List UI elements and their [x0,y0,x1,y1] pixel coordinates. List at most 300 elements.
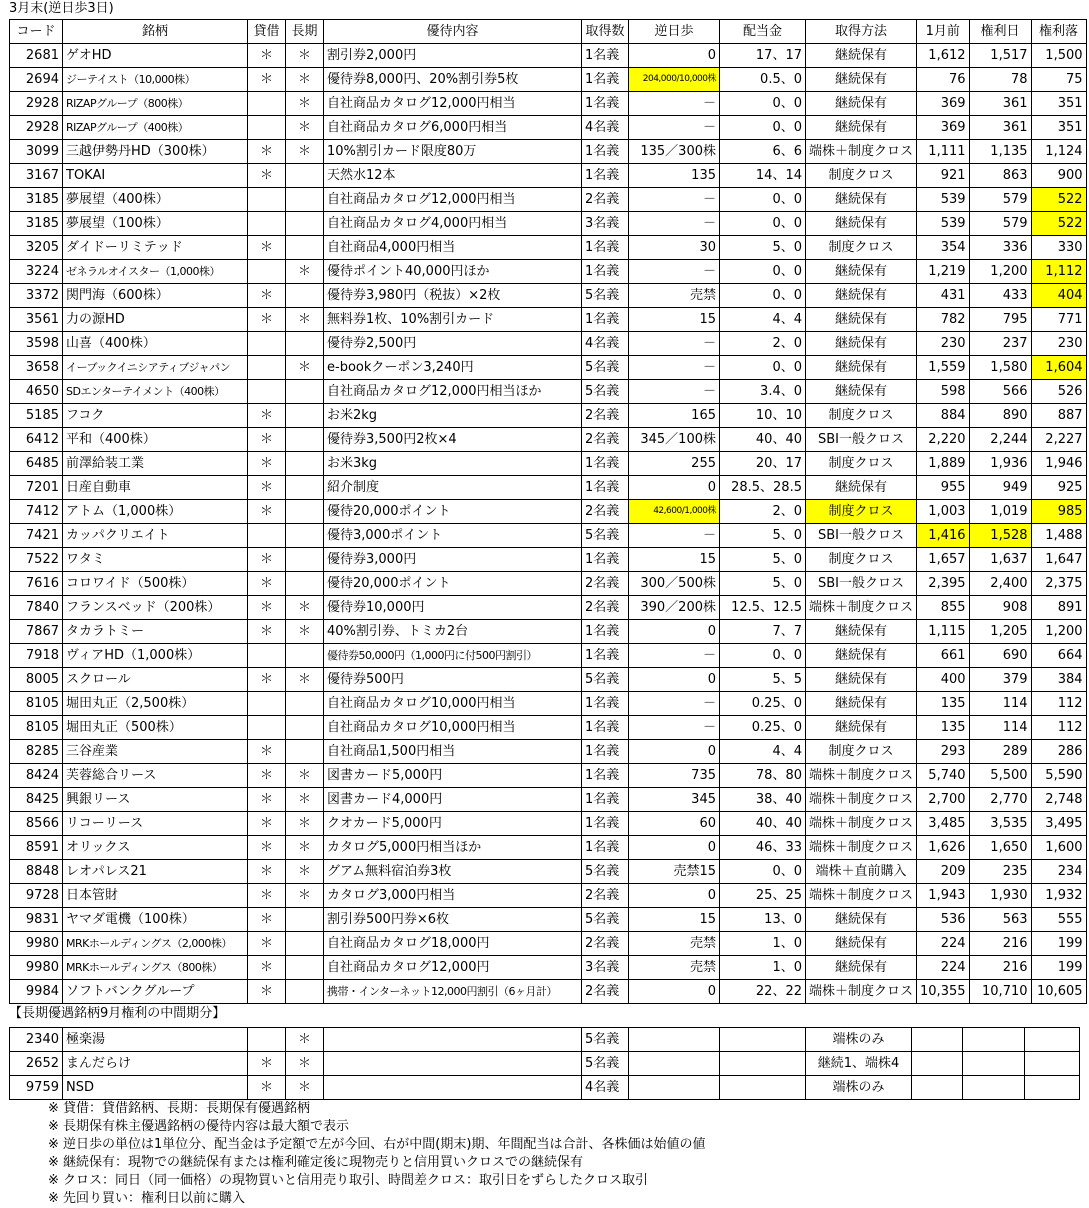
cell-benefit: お米2kg [324,404,582,428]
notes [48,1100,705,1208]
cell-price-record: 10,710 [969,980,1031,1004]
cell-price-ex: 1,600 [1031,836,1086,860]
cell-price-ex: 230 [1031,332,1086,356]
cell-lots: 1名義 [582,68,629,92]
note-line: ※ クロス：同日（同一価格）の現物買いと信用売り取引、時間差クロス：取引日をずらしたクロス取引 [48,1173,649,1188]
cell-lots: 5名義 [582,356,629,380]
cell-benefit: 自社商品カタログ10,000円相当 [324,692,582,716]
cell-method: 継続保有 [806,668,917,692]
cell-lots: 5名義 [582,908,629,932]
cell-price-record: 949 [969,476,1031,500]
cell-longterm: ＊ [286,620,324,644]
cell-margin [248,260,286,284]
cell-margin: ＊ [248,1076,286,1100]
note-line: ※ 逆日歩の単位は1単位分、配当金は予定額で左が今回、右が中間(期末)期、年間配当は合計、各株価は始値の値 [48,1137,706,1152]
table-row [10,884,1087,908]
table-row [10,188,1087,212]
cell-longterm [286,980,324,1004]
header-method: 取得方法 [806,20,917,44]
cell-code: 7412 [10,500,63,524]
cell-reverse-fee: － [629,524,720,548]
cell-longterm: ＊ [286,812,324,836]
cell-method: 端株のみ [806,1028,912,1052]
cell-lots: 2名義 [582,980,629,1004]
cell-price-ex: 5,590 [1031,764,1086,788]
cell-price-ex [1025,1028,1080,1052]
cell-code: 8848 [10,860,63,884]
table-row [10,476,1087,500]
cell-dividend: 0、0 [720,212,806,236]
cell-method: 継続1、端株4 [806,1052,912,1076]
cell-price-1m: 855 [917,596,970,620]
header-lots: 取得数 [582,20,629,44]
cell-name: NSD [63,1076,248,1100]
cell-longterm: ＊ [286,1028,324,1052]
cell-reverse-fee: － [629,644,720,668]
cell-margin: ＊ [248,740,286,764]
cell-code: 4650 [10,380,63,404]
cell-code: 8424 [10,764,63,788]
cell-lots: 2名義 [582,572,629,596]
cell-code: 7201 [10,476,63,500]
cell-name: 夢展望（100株） [63,212,248,236]
cell-benefit: 割引券500円券×6枚 [324,908,582,932]
cell-method: 継続保有 [806,260,917,284]
cell-price-1m: 224 [917,932,970,956]
cell-method: 端株のみ [806,1076,912,1100]
cell-price-record: 114 [969,716,1031,740]
cell-reverse-fee: － [629,260,720,284]
cell-code: 6412 [10,428,63,452]
cell-longterm: ＊ [286,668,324,692]
cell-reverse-fee: － [629,188,720,212]
cell-price-record: 1,936 [969,452,1031,476]
cell-price-record: 1,517 [969,44,1031,68]
cell-dividend [720,1076,806,1100]
cell-price-1m [912,1028,963,1052]
cell-benefit: e-bookクーポン3,240円 [324,356,582,380]
cell-margin [248,332,286,356]
cell-name: タカラトミー [63,620,248,644]
cell-code: 8425 [10,788,63,812]
cell-lots: 1名義 [582,812,629,836]
cell-price-ex: 555 [1031,908,1086,932]
cell-reverse-fee: 255 [629,452,720,476]
cell-price-record: 2,400 [969,572,1031,596]
table-row [10,284,1087,308]
header-dividend: 配当金 [720,20,806,44]
cell-reverse-fee: 390／200株 [629,596,720,620]
cell-code: 3185 [10,212,63,236]
cell-name: ヤマダ電機（100株） [63,908,248,932]
cell-longterm: ＊ [286,44,324,68]
cell-dividend: 10、10 [720,404,806,428]
cell-margin: ＊ [248,764,286,788]
cell-dividend: 4、4 [720,740,806,764]
cell-name: フコク [63,404,248,428]
cell-name: フランスベッド（200株） [63,596,248,620]
cell-price-record: 1,205 [969,620,1031,644]
cell-lots: 1名義 [582,692,629,716]
note-line: ※ 継続保有：現物での継続保有または権利確定後に現物売りと信用買いクロスでの継続保有 [48,1155,584,1170]
cell-code: 2928 [10,116,63,140]
cell-dividend: 2、0 [720,332,806,356]
cell-price-1m: 536 [917,908,970,932]
cell-lots: 1名義 [582,548,629,572]
cell-name: 芙蓉総合リース [63,764,248,788]
cell-price-1m: 1,219 [917,260,970,284]
cell-reverse-fee: 204,000/10,000株 [629,68,720,92]
cell-dividend: 5、0 [720,236,806,260]
cell-price-ex: 199 [1031,956,1086,980]
cell-benefit: 優待券2,500円 [324,332,582,356]
cell-price-record: 361 [969,116,1031,140]
cell-price-ex: 891 [1031,596,1086,620]
cell-price-record: 361 [969,92,1031,116]
cell-lots: 1名義 [582,644,629,668]
table-row [10,308,1087,332]
cell-longterm [286,236,324,260]
cell-margin: ＊ [248,452,286,476]
cell-benefit: カタログ5,000円相当ほか [324,836,582,860]
cell-lots: 1名義 [582,44,629,68]
cell-price-1m: 3,485 [917,812,970,836]
cell-dividend: 1、0 [720,932,806,956]
cell-code: 8591 [10,836,63,860]
cell-name: 三谷産業 [63,740,248,764]
cell-reverse-fee: － [629,716,720,740]
cell-longterm [286,932,324,956]
cell-benefit: 優待券8,000円、20%割引券5枚 [324,68,582,92]
cell-method: 制度クロス [806,548,917,572]
cell-longterm [286,644,324,668]
cell-lots: 1名義 [582,92,629,116]
cell-reverse-fee: － [629,692,720,716]
cell-price-1m: 2,220 [917,428,970,452]
cell-margin [248,380,286,404]
cell-dividend: 5、0 [720,572,806,596]
cell-longterm [286,380,324,404]
cell-reverse-fee: 0 [629,620,720,644]
table-row [10,332,1087,356]
cell-longterm: ＊ [286,836,324,860]
cell-name: ゲオHD [63,44,248,68]
cell-reverse-fee: － [629,332,720,356]
cell-benefit: 自社商品カタログ18,000円 [324,932,582,956]
cell-price-ex: 1,112 [1031,260,1086,284]
cell-dividend: 0、0 [720,860,806,884]
header-row [10,20,1087,44]
cell-code: 9980 [10,932,63,956]
header-code: コード [10,20,63,44]
cell-reverse-fee: － [629,380,720,404]
cell-price-1m: 539 [917,188,970,212]
cell-code: 7840 [10,596,63,620]
table-row [10,260,1087,284]
cell-dividend: 13、0 [720,908,806,932]
cell-code: 2652 [10,1052,63,1076]
cell-dividend: 0.25、0 [720,692,806,716]
cell-method: 継続保有 [806,692,917,716]
cell-name: RIZAPグループ（800株） [63,92,248,116]
cell-benefit: クオカード5,000円 [324,812,582,836]
cell-price-record: 795 [969,308,1031,332]
cell-price-1m [912,1076,963,1100]
cell-dividend: 25、25 [720,884,806,908]
cell-lots: 5名義 [582,1028,629,1052]
cell-dividend: 0、0 [720,92,806,116]
cell-price-ex: 771 [1031,308,1086,332]
table-row [10,428,1087,452]
cell-price-ex: 112 [1031,692,1086,716]
cell-dividend: 0、0 [720,188,806,212]
cell-benefit: 自社商品カタログ12,000円相当ほか [324,380,582,404]
cell-price-record: 433 [969,284,1031,308]
cell-margin: ＊ [248,620,286,644]
table-row [10,572,1087,596]
cell-price-record: 1,650 [969,836,1031,860]
cell-price-ex: 925 [1031,476,1086,500]
cell-margin: ＊ [248,812,286,836]
cell-margin: ＊ [248,284,286,308]
cell-price-ex: 900 [1031,164,1086,188]
cell-margin: ＊ [248,836,286,860]
table-row [10,92,1087,116]
cell-price-1m: 1,416 [917,524,970,548]
cell-price-ex [1025,1052,1080,1076]
cell-longterm: ＊ [286,788,324,812]
table-row [10,980,1087,1004]
cell-dividend: 12.5、12.5 [720,596,806,620]
cell-method: 端株＋制度クロス [806,980,917,1004]
cell-method: 制度クロス [806,404,917,428]
cell-reverse-fee: 345／100株 [629,428,720,452]
cell-lots: 1名義 [582,788,629,812]
cell-longterm: ＊ [286,356,324,380]
cell-price-ex: 330 [1031,236,1086,260]
cell-longterm [286,188,324,212]
cell-method: 継続保有 [806,356,917,380]
cell-lots: 1名義 [582,476,629,500]
cell-longterm [286,332,324,356]
cell-name: ソフトバンクグループ [63,980,248,1004]
cell-longterm [286,404,324,428]
cell-name: 堀田丸正（2,500株） [63,692,248,716]
cell-price-1m [912,1052,963,1076]
cell-code: 3224 [10,260,63,284]
cell-price-record: 379 [969,668,1031,692]
table-row [10,68,1087,92]
cell-price-record: 566 [969,380,1031,404]
table-row [10,524,1087,548]
cell-benefit: 優待20,000ポイント [324,572,582,596]
header-price-1m: 1月前 [917,20,970,44]
cell-code: 2928 [10,92,63,116]
cell-name: TOKAI [63,164,248,188]
cell-longterm [286,164,324,188]
cell-price-ex: 1,500 [1031,44,1086,68]
cell-code: 7616 [10,572,63,596]
cell-price-ex: 1,647 [1031,548,1086,572]
cell-dividend: 0、0 [720,116,806,140]
cell-longterm: ＊ [286,860,324,884]
cell-method: 端株＋制度クロス [806,836,917,860]
cell-margin: ＊ [248,164,286,188]
cell-margin: ＊ [248,308,286,332]
cell-name: 日産自動車 [63,476,248,500]
cell-margin: ＊ [248,1052,286,1076]
cell-method: 端株＋直前購入 [806,860,917,884]
cell-price-record [963,1028,1025,1052]
cell-benefit: 優待券50,000円（1,000円に付500円割引） [324,644,582,668]
cell-price-record: 1,637 [969,548,1031,572]
cell-price-1m: 1,889 [917,452,970,476]
cell-longterm [286,428,324,452]
cell-benefit: お米3kg [324,452,582,476]
cell-lots: 5名義 [582,284,629,308]
cell-dividend: 28.5、28.5 [720,476,806,500]
table-row [10,452,1087,476]
cell-price-record: 1,200 [969,260,1031,284]
cell-lots: 2名義 [582,596,629,620]
cell-name: SDエンターテイメント（400株） [63,380,248,404]
cell-reverse-fee: 15 [629,548,720,572]
cell-margin: ＊ [248,236,286,260]
cell-price-ex: 75 [1031,68,1086,92]
cell-lots: 1名義 [582,452,629,476]
cell-price-1m: 224 [917,956,970,980]
cell-method: 端株＋制度クロス [806,764,917,788]
cell-price-ex: 3,495 [1031,812,1086,836]
cell-lots: 4名義 [582,116,629,140]
cell-name: 夢展望（400株） [63,188,248,212]
cell-lots: 1名義 [582,164,629,188]
cell-code: 3658 [10,356,63,380]
cell-lots: 1名義 [582,308,629,332]
cell-price-record: 1,580 [969,356,1031,380]
table-row [10,356,1087,380]
cell-code: 7522 [10,548,63,572]
cell-dividend: 14、14 [720,164,806,188]
cell-margin: ＊ [248,932,286,956]
cell-reverse-fee: 0 [629,476,720,500]
cell-longterm: ＊ [286,1052,324,1076]
table-row [10,860,1087,884]
cell-code: 7918 [10,644,63,668]
cell-price-record: 579 [969,212,1031,236]
cell-dividend: 46、33 [720,836,806,860]
cell-code: 3598 [10,332,63,356]
cell-method: 端株＋制度クロス [806,596,917,620]
cell-reverse-fee: 0 [629,44,720,68]
cell-code: 3205 [10,236,63,260]
cell-longterm [286,500,324,524]
table-row [10,908,1087,932]
cell-code: 8105 [10,716,63,740]
cell-longterm: ＊ [286,116,324,140]
cell-lots: 3名義 [582,212,629,236]
cell-price-ex: 199 [1031,932,1086,956]
cell-name: MRKホールディングス（800株） [63,956,248,980]
cell-code: 8105 [10,692,63,716]
cell-code: 8285 [10,740,63,764]
cell-reverse-fee: 0 [629,836,720,860]
cell-reverse-fee [629,1052,720,1076]
cell-margin [248,644,286,668]
cell-method: 端株＋制度クロス [806,884,917,908]
cell-price-1m: 2,700 [917,788,970,812]
cell-reverse-fee: 売禁 [629,956,720,980]
cell-method: 継続保有 [806,908,917,932]
cell-code: 9728 [10,884,63,908]
cell-price-record: 863 [969,164,1031,188]
header-reverse-fee: 逆日歩 [629,20,720,44]
cell-price-ex: 664 [1031,644,1086,668]
cell-price-record: 2,244 [969,428,1031,452]
cell-price-1m: 2,395 [917,572,970,596]
cell-price-ex: 1,124 [1031,140,1086,164]
cell-dividend: 1、0 [720,956,806,980]
cell-price-1m: 431 [917,284,970,308]
cell-name: ワタミ [63,548,248,572]
cell-price-record: 289 [969,740,1031,764]
cell-price-ex: 887 [1031,404,1086,428]
cell-name: 平和（400株） [63,428,248,452]
cell-dividend: 2、0 [720,500,806,524]
cell-method: 継続保有 [806,716,917,740]
table-row [10,236,1087,260]
cell-benefit: 図書カード4,000円 [324,788,582,812]
cell-dividend [720,1052,806,1076]
cell-code: 3185 [10,188,63,212]
cell-price-ex: 2,375 [1031,572,1086,596]
cell-reverse-fee: 135／300株 [629,140,720,164]
cell-margin: ＊ [248,68,286,92]
cell-price-1m: 661 [917,644,970,668]
cell-lots: 5名義 [582,380,629,404]
cell-price-1m: 1,943 [917,884,970,908]
cell-code: 3561 [10,308,63,332]
cell-reverse-fee: 165 [629,404,720,428]
header-benefit: 優待内容 [324,20,582,44]
cell-price-record: 336 [969,236,1031,260]
table-row [10,116,1087,140]
cell-price-ex: 1,200 [1031,620,1086,644]
cell-dividend: 6、6 [720,140,806,164]
cell-price-record: 5,500 [969,764,1031,788]
cell-lots: 2名義 [582,884,629,908]
cell-name: MRKホールディングス（2,000株） [63,932,248,956]
cell-longterm: ＊ [286,140,324,164]
cell-name: 極楽湯 [63,1028,248,1052]
cell-longterm [286,548,324,572]
cell-margin [248,116,286,140]
table-row [10,812,1087,836]
cell-price-1m: 1,626 [917,836,970,860]
cell-dividend: 20、17 [720,452,806,476]
cell-price-1m: 1,003 [917,500,970,524]
cell-dividend: 5、0 [720,548,806,572]
cell-method: 継続保有 [806,68,917,92]
cell-price-ex: 1,488 [1031,524,1086,548]
cell-price-record [963,1052,1025,1076]
cell-price-record: 1,930 [969,884,1031,908]
cell-benefit: 携帯・インターネット12,000円割引（6ヶ月計） [324,980,582,1004]
header-longterm: 長期 [286,20,324,44]
cell-reverse-fee: 0 [629,980,720,1004]
cell-method: 継続保有 [806,644,917,668]
table-row [10,596,1087,620]
